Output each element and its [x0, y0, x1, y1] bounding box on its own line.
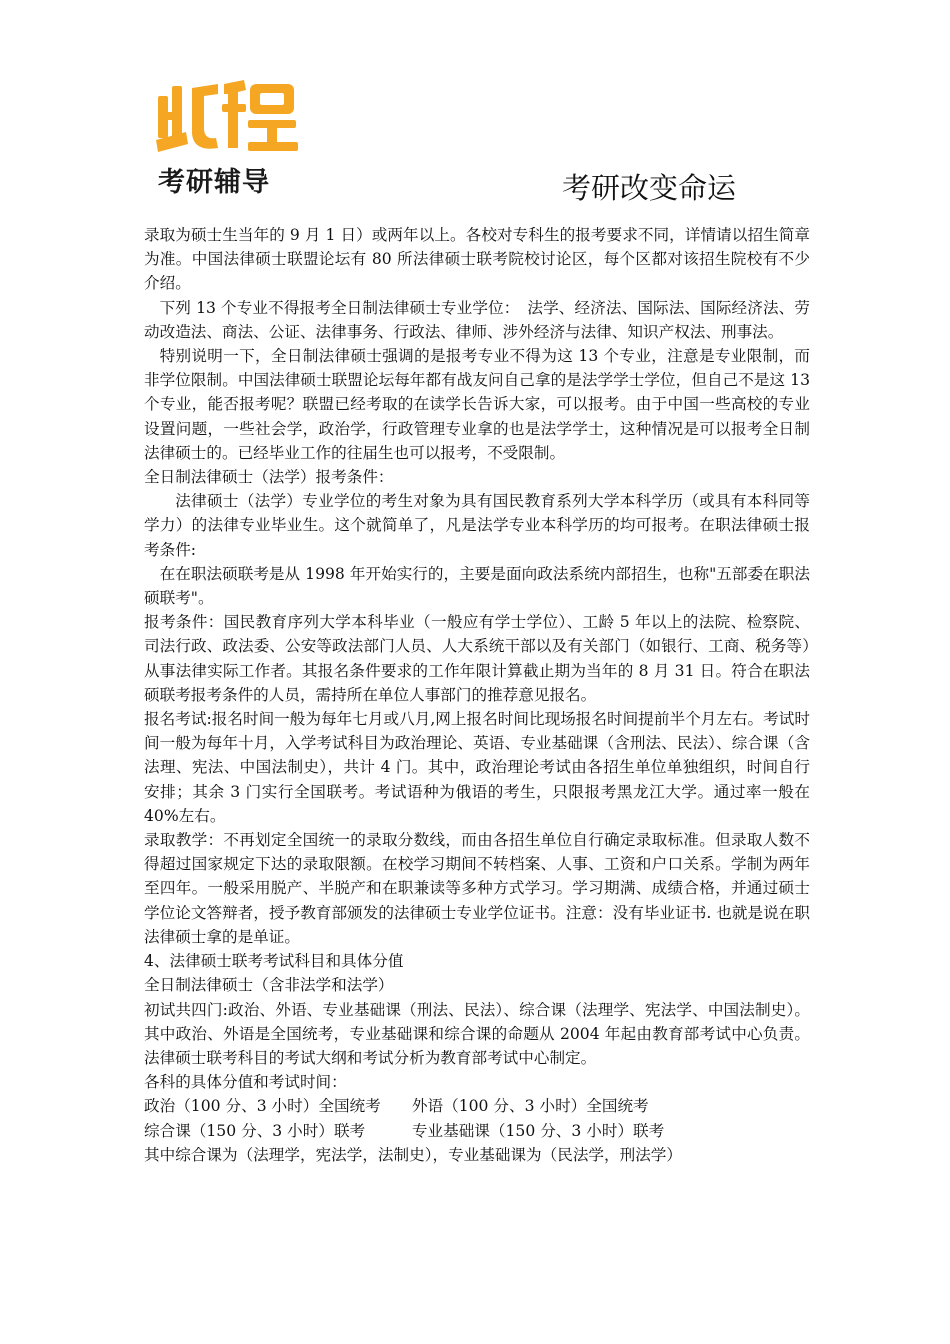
paragraph-special-note: 特别说明一下，全日制法律硕士强调的是报考专业不得为这 13 个专业，注意是专业限制，而非学位限制。中国法律硕士联盟论坛每年都有战友问自己拿的是法学学士学位，但自己不是这 13 个专业，能否报考呢？联盟已经考取的在读学长告诉大家，可以报考。由于中国一些高校的专业设置问题，一些社会学，政治学，行政管理专业拿的也是法学学士，这种情况是可以报考全日制法律硕士的。已经毕业工作的往届生也可以报考，不受限制。 [144, 347, 810, 462]
paragraph-admission-teaching: 录取教学：不再划定全国统一的录取分数线，而由各招生单位自行确定录取标准。但录取人数不得超过国家规定下达的录取限额。在校学习期间不转档案、人事、工资和户口关系。学制为两年至四年。一般采用脱产、半脱产和在职兼读等多种方式学习。学习期满、成绩合格，并通过硕士学位论文答辩者，授予教育部颁发的法律硕士专业学位证书。注意：没有毕业证书. 也就是说在职法律硕士拿的是单证。 [144, 831, 810, 946]
document-body [144, 223, 810, 1167]
paragraph-excluded-majors: 下列 13 个专业不得报考全日制法律硕士专业学位： 法学、经济法、国际法、国际经济法、劳动改造法、商法、公证、法律事务、行政法、律师、涉外经济与法律、知识产权法、刑事法。 [144, 298, 810, 341]
heading-exam-subjects: 4、法律硕士联考考试科目和具体分值 [144, 952, 404, 971]
heading-fulltime-types: 全日制法律硕士（含非法学和法学） [144, 976, 394, 995]
paragraph-application-conditions: 报考条件：国民教育序列大学本科毕业（一般应有学士学位）、工龄 5 年以上的法院、检察院、司法行政、政法委、公安等政法部门人员、人大系统干部以及有关部门（如银行、工商、税务等）从事法律实际工作者。其报名条件要求的工作年限计算截止期为当年的 8 月 31 日。符合在职法硕联考报考条件的人员，需持所在单位人事部门的推荐意见报名。 [144, 613, 810, 704]
paragraph-inservice-intro: 在在职法硕联考是从 1998 年开始实行的，主要是面向政法系统内部招生，也称"五部委在职法硕联考"。 [144, 564, 810, 608]
logo-mark-icon [152, 78, 300, 156]
score-line-comprehensive-basic: 综合课（150 分、3 小时）联考 专业基础课（150 分、3 小时）联考 [144, 1121, 665, 1140]
score-line-politics-language: 政治（100 分、3 小时）全国统考 外语（100 分、3 小时）全国统考 [144, 1097, 649, 1116]
paragraph-fulltime-conditions: 法律硕士（法学）专业学位的考生对象为具有国民教育系列大学本科学历（或具有本科同等学力）的法律专业毕业生。这个就简单了，凡是法学专业本科学历的均可报考。在职法律硕士报考条件: [144, 492, 810, 559]
paragraph-registration-exam: 报名考试:报名时间一般为每年七月或八月,网上报名时间比现场报名时间提前半个月左右。考试时间一般为每年十月，入学考试科目为政治理论、英语、专业基础课（含刑法、民法）、综合课（含法理、宪法、中国法制史），共计 4 门。其中，政治理论考试由各招生单位单独组织，时间自行安排；其余 3 门实行全国联考。考试语种为俄语的考生，只限报考黑龙江大学。通过率一般在 40%左右。 [144, 710, 810, 825]
paragraph-initial-exam: 初试共四门:政治、外语、专业基础课（刑法、民法）、综合课（法理学、宪法学、中国法制史）。其中政治、外语是全国统考，专业基础课和综合课的命题从 2004 年起由教育部考试中心负责。法律硕士联考科目的考试大纲和考试分析为教育部考试中心制定。 [144, 1000, 810, 1067]
logo-subtitle: 考研辅导 [158, 167, 270, 198]
page-header [0, 0, 950, 215]
paragraph-course-contents: 其中综合课为（法理学，宪法学，法制史），专业基础课为（民法学，刑法学） [144, 1145, 682, 1164]
header-slogan: 考研改变命运 [562, 171, 737, 205]
heading-fulltime-conditions: 全日制法律硕士（法学）报考条件： [144, 468, 394, 487]
paragraph-admission-intro: 录取为硕士生当年的 9 月 1 日）或两年以上。各校对专科生的报考要求不同，详情请以招生简章为准。中国法律硕士联盟论坛有 80 所法律硕士联考院校讨论区，每个区都对该招生院校有不少介绍。 [144, 226, 810, 293]
kaicheng-logo [152, 78, 302, 198]
heading-subject-scores: 各科的具体分值和考试时间： [144, 1073, 347, 1092]
